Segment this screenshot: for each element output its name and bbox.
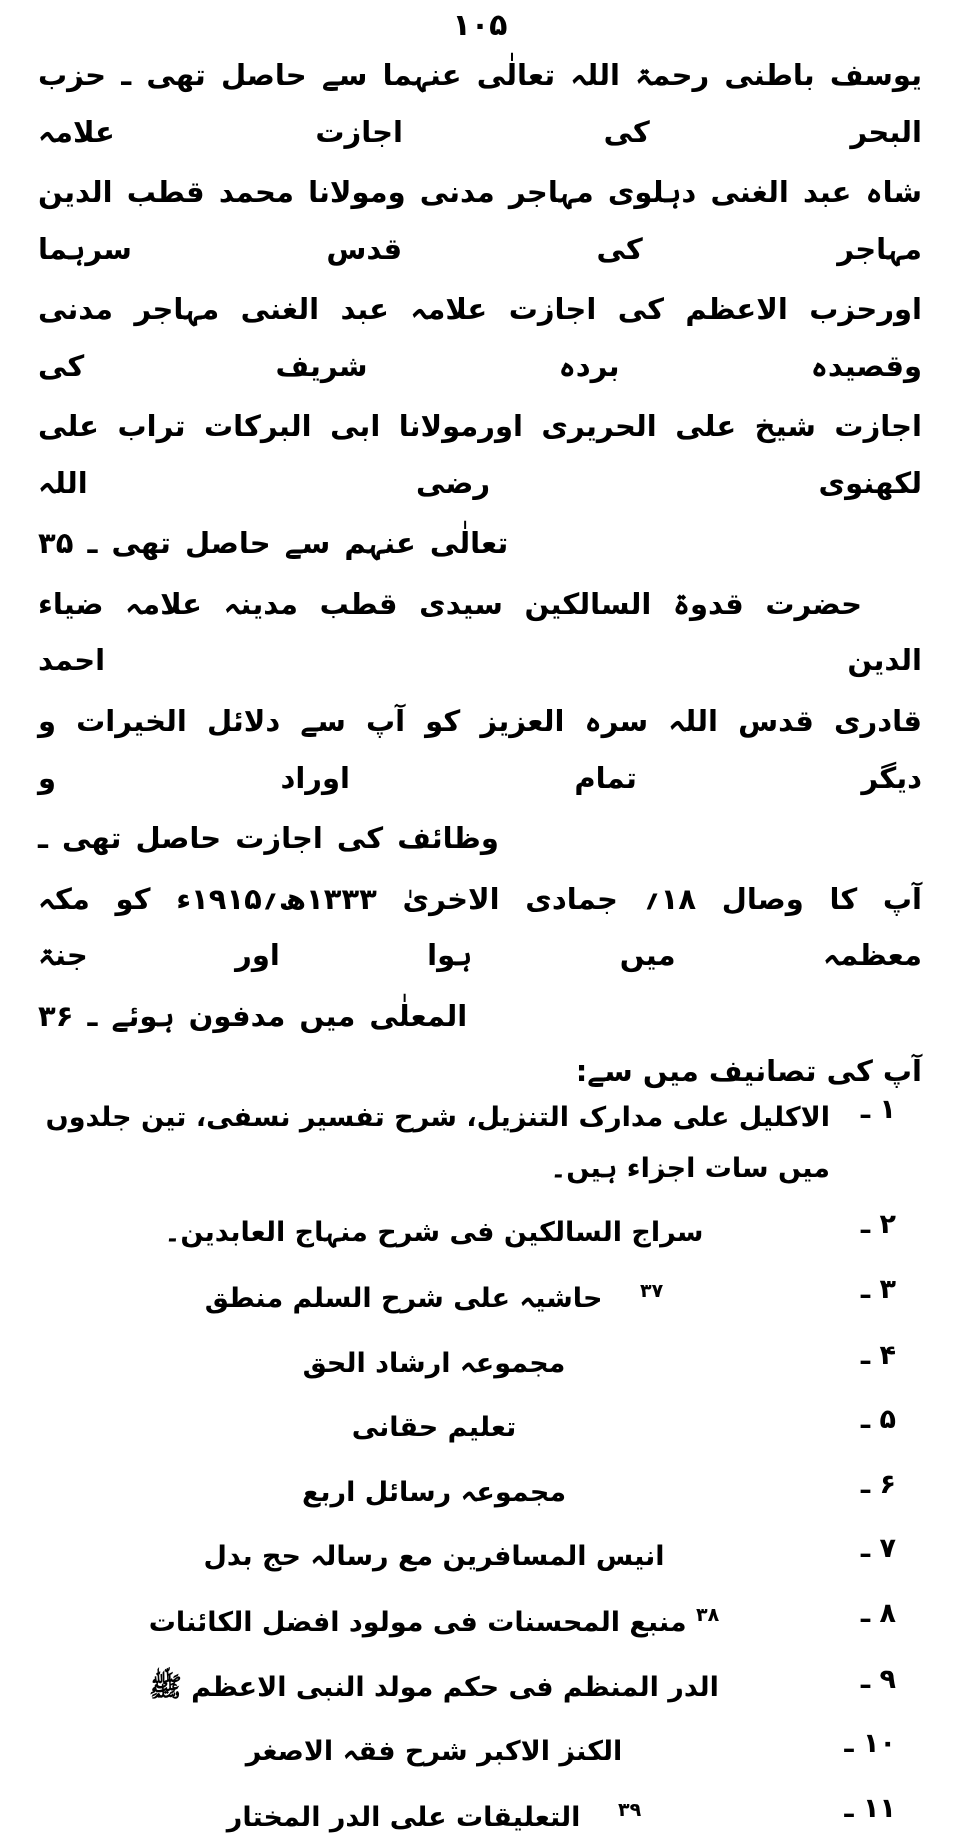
list-item: [38, 1533, 922, 1582]
list-item-number: ۵ ـ: [860, 1404, 896, 1436]
list-item-title: الکنز الاکبر شرح فقہ الاصغر: [245, 1736, 623, 1768]
list-item-title: [38, 1094, 830, 1193]
list-item-title-text: منبع المحسنات فی مولود افضل الکائنات: [148, 1607, 687, 1639]
list-item-number: ۱۱ ـ: [844, 1792, 896, 1824]
paragraph-line: شاہ عبد الغنی دہلوی مہاجر مدنی ومولانا محمد قطب الدین مہاجر کی قدس سرہما: [38, 175, 922, 266]
works-list: [38, 1094, 922, 1842]
paragraph-line: تعالٰی عنہم سے حاصل تھی ـ ۳۵: [38, 526, 509, 561]
list-item: [38, 1404, 922, 1453]
paragraph-line: اورحزب الاعظم کی اجازت علامہ عبد الغنی مہاجر مدنی وقصیدہ بردہ شریف کی: [38, 292, 922, 383]
paragraph-line: اجازت شیخ علی الحریری اورمولانا ابی البرکات تراب علی لکھنوی رضی اللہ: [38, 409, 922, 500]
list-item-number: ۹ ـ: [860, 1663, 896, 1695]
list-item: [38, 1598, 922, 1648]
list-item-title: مجموعہ رسائل اربع: [301, 1476, 567, 1508]
paragraph-line: وظائف کی اجازت حاصل تھی ـ: [38, 821, 499, 856]
paragraph-line: قادری قدس اللہ سرہ العزیز کو آپ سے دلائل الخیرات و دیگر تمام اوراد و: [38, 704, 922, 795]
list-item-title: مجموعہ ارشاد الحق: [302, 1347, 566, 1379]
list-item-continuation: میں سات اجزاء ہیں۔: [550, 1152, 830, 1184]
list-item-number: ۳ ـ: [860, 1274, 896, 1306]
list-item: [38, 1664, 922, 1713]
list-item-title: [38, 1598, 830, 1648]
list-item-number: ۶ ـ: [860, 1468, 896, 1500]
page-number: ۱۰۵: [452, 8, 508, 43]
list-item-title: [38, 1793, 830, 1842]
list-item-number: ۴ ـ: [860, 1339, 896, 1371]
list-item: [38, 1793, 922, 1842]
paragraph-line: آپ کا وصال ۱۸؍ جمادی الاخریٰ ۱۳۳۳ھ؍۱۹۱۵ء کو مکہ معظمہ میں ہوا اور جنۃ: [38, 881, 922, 973]
list-item-title-text: حاشیہ علی شرح السلم منطق: [204, 1283, 603, 1315]
paragraph-line: یوسف باطنی رحمۃ اللہ تعالٰی عنہما سے حاصل تھی ـ حزب البحر کی اجازت علامہ: [38, 58, 922, 149]
paragraph-line: المعلٰی میں مدفون ہوئے ـ ۳۶: [38, 998, 468, 1033]
footnote-marker: ۳۸: [696, 1604, 720, 1627]
list-item: [38, 1728, 922, 1777]
list-item-title: تعلیم حقانی: [351, 1412, 517, 1444]
list-item: [38, 1274, 922, 1324]
footnote-marker: ۳۷: [640, 1280, 664, 1303]
list-item-title: [38, 1274, 830, 1324]
list-item-number: ۱ ـ: [860, 1094, 896, 1126]
list-item: [38, 1209, 922, 1258]
footnote-marker: ۳۹: [617, 1798, 642, 1821]
works-intro: آپ کی تصانیف میں سے:: [575, 1054, 922, 1089]
list-item-title: سراج السالکین فی شرح منہاج العابدین۔: [164, 1217, 704, 1249]
paragraph-line: حضرت قدوۃ السالکین سیدی قطب مدینہ علامہ ضیاء الدین احمد: [38, 586, 922, 678]
list-item-title-text: الاکلیل علی مدارک التنزیل، شرح تفسیر نسفی، تین جلدوں: [45, 1102, 830, 1134]
list-item-number: ۲ ـ: [860, 1209, 896, 1241]
list-item-title: انیس المسافرین مع رسالہ حج بدل: [203, 1541, 665, 1573]
list-item-number: ۷ ـ: [860, 1533, 896, 1565]
list-item: [38, 1340, 922, 1389]
list-item: [38, 1094, 922, 1193]
list-item: [38, 1469, 922, 1518]
list-item-title-text: التعلیقات علی الدر المختار: [226, 1801, 581, 1833]
list-item-number: ۸ ـ: [860, 1598, 896, 1630]
main-text-block: [38, 47, 922, 1044]
list-item-title: الدر المنظم فی حکم مولد النبی الاعظم ﷺ: [149, 1671, 719, 1703]
list-item-number: ۱۰ ـ: [844, 1728, 896, 1760]
